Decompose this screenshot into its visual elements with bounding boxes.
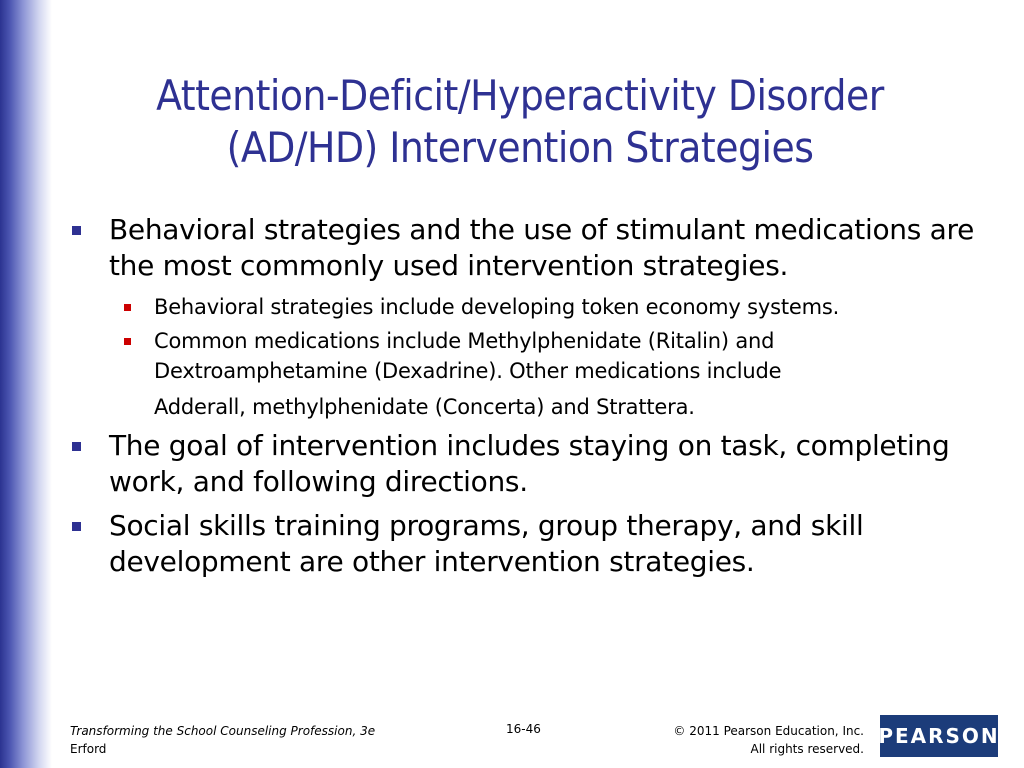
sub-bullet-text: Common medications include Methylphenidate (Ritalin) and Dextroamphetamine (Dexadrine). Other medications include	[154, 329, 782, 383]
sub-bullet-item	[72, 326, 982, 422]
sub-bullet-text: Behavioral strategies include developing token economy systems.	[154, 295, 840, 319]
title-line-2: (AD/HD) Intervention Strategies	[226, 123, 814, 172]
bullet-item	[72, 212, 982, 284]
square-bullet-icon	[72, 442, 81, 451]
pearson-logo	[880, 715, 998, 757]
bullet-text: The goal of intervention includes staying on task, completing work, and following directions.	[109, 429, 950, 498]
sub-bullet-list	[72, 292, 982, 422]
slide-number: 16-46	[506, 722, 541, 736]
footer-author: Erford	[70, 742, 107, 756]
sub-bullet-item	[72, 292, 982, 322]
sub-bullet-text-continued: Adderall, methylphenidate (Concerta) and Strattera.	[154, 395, 695, 419]
footer-copyright	[673, 722, 864, 758]
footer-book-title: Transforming the School Counseling Profession, 3e	[70, 724, 376, 738]
side-gradient-bar	[0, 0, 52, 768]
copyright-text: © 2011 Pearson Education, Inc.	[673, 724, 864, 738]
bullet-text: Social skills training programs, group therapy, and skill development are other intervention strategies.	[109, 509, 864, 578]
rights-text: All rights reserved.	[750, 742, 864, 756]
slide-title	[60, 70, 980, 174]
bullet-item	[72, 428, 982, 500]
logo-text: PEARSON	[878, 724, 1000, 748]
bullet-text: Behavioral strategies and the use of stimulant medications are the most commonly used intervention strategies.	[109, 213, 975, 282]
square-bullet-icon	[72, 522, 81, 531]
bullet-list	[72, 212, 982, 588]
square-sub-bullet-icon	[124, 338, 131, 345]
square-sub-bullet-icon	[124, 304, 131, 311]
bullet-item	[72, 508, 982, 580]
title-line-1: Attention-Deficit/Hyperactivity Disorder	[156, 71, 884, 120]
square-bullet-icon	[72, 226, 81, 235]
footer-source	[70, 722, 375, 758]
